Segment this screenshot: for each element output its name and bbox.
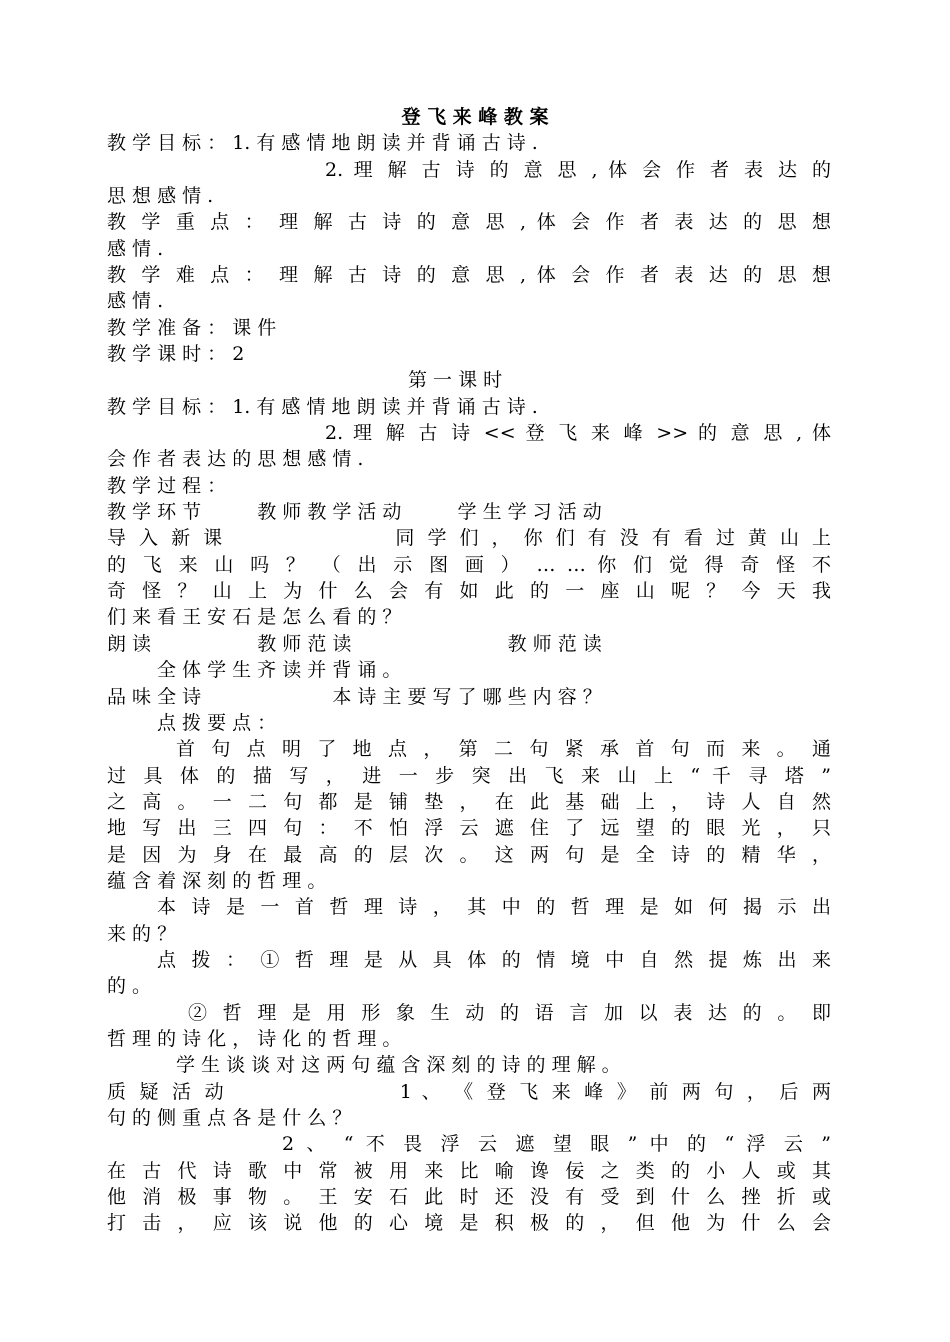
text-line: 感 情 . (107, 290, 164, 312)
text-line: 教 学 难 点 ： 理 解 古 诗 的 意 思 , 体 会 作 者 表 达 的 思 想 (107, 264, 831, 286)
text-line: 首 句 点 明 了 地 点 ， 第 二 句 紧 承 首 句 而 来 。 通 (176, 738, 831, 760)
text-line: 之 高 。 一 二 句 都 是 铺 垫 ， 在 此 基 础 上 ， 诗 人 自 然 (107, 791, 831, 813)
text-line: 质 疑 活 动 1 、 《 登 飞 来 峰 》 前 两 句 ， 后 两 (107, 1081, 831, 1103)
text-line: 2 、 “ 不 畏 浮 云 遮 望 眼 ” 中 的 “ 浮 云 ” (282, 1133, 831, 1155)
section-heading: 第 一 课 时 (408, 369, 503, 391)
text-line: 的 。 (107, 975, 152, 997)
text-line: 奇 怪 ？ 山 上 为 什 么 会 有 如 此 的 一 座 山 呢 ？ 今 天 我 (107, 580, 831, 602)
text-line: 2. 理 解 古 诗 的 意 思 , 体 会 作 者 表 达 的 (325, 159, 831, 181)
text-line: 点 拨 要 点 ： (157, 712, 277, 734)
text-line: 打 击 ， 应 该 说 他 的 心 境 是 积 极 的 ， 但 他 为 什 么 会 (107, 1212, 831, 1234)
text-line: 教 学 课 时 ： 2 (107, 343, 245, 365)
text-line: 教 学 重 点 ： 理 解 古 诗 的 意 思 , 体 会 作 者 表 达 的 思 想 (107, 211, 831, 233)
text-line: 的 飞 来 山 吗 ？ （ 出 示 图 画 ） … … 你 们 觉 得 奇 怪 不 (107, 554, 831, 576)
text-line: 点 拨 ： ① 哲 理 是 从 具 体 的 情 境 中 自 然 提 炼 出 来 (157, 949, 831, 971)
text-line: 思 想 感 情 . (107, 185, 214, 207)
text-line: 教 学 目 标 ： 1. 有 感 情 地 朗 读 并 背 诵 古 诗 . (107, 396, 538, 418)
text-line: ② 哲 理 是 用 形 象 生 动 的 语 言 加 以 表 达 的 。 即 (188, 1002, 831, 1024)
text-line: 品 味 全 诗 本 诗 主 要 写 了 哪 些 内 容 ？ (107, 686, 602, 708)
text-line: 来 的 ？ (107, 923, 177, 945)
text-line: 在 古 代 诗 歌 中 常 被 用 来 比 喻 谗 佞 之 类 的 小 人 或 其 (107, 1160, 831, 1182)
text-line: 教 学 目 标 ： 1. 有 感 情 地 朗 读 并 背 诵 古 诗 . (107, 132, 538, 154)
text-line: 全 体 学 生 齐 读 并 背 诵 。 (157, 659, 402, 681)
text-line: 过 具 体 的 描 写 ， 进 一 步 突 出 飞 来 山 上 “ 千 寻 塔 ” (107, 765, 831, 787)
text-line: 教 学 准 备 ： 课 件 (107, 317, 277, 339)
text-line: 们 来 看 王 安 石 是 怎 么 看 的 ？ (107, 606, 402, 628)
document-title: 登 飞 来 峰 教 案 (401, 106, 549, 128)
text-line: 他 消 极 事 物 。 王 安 石 此 时 还 没 有 受 到 什 么 挫 折 或 (107, 1186, 831, 1208)
text-line: 本 诗 是 一 首 哲 理 诗 ， 其 中 的 哲 理 是 如 何 揭 示 出 (157, 896, 831, 918)
text-line: 蕴 含 着 深 刻 的 哲 理 。 (107, 870, 327, 892)
text-line: 教 学 过 程 ： (107, 475, 227, 497)
text-line: 是 因 为 身 在 最 高 的 层 次 。 这 两 句 是 全 诗 的 精 华 ， (107, 844, 831, 866)
text-line: 学 生 谈 谈 对 这 两 句 蕴 含 深 刻 的 诗 的 理 解 。 (176, 1054, 621, 1076)
text-line: 2. 理 解 古 诗 << 登 飞 来 峰 >> 的 意 思 , 体 (325, 422, 831, 444)
text-line: 句 的 侧 重 点 各 是 什 么 ？ (107, 1107, 352, 1129)
text-line: 会 作 者 表 达 的 思 想 感 情 . (107, 448, 364, 470)
text-line: 感 情 . (107, 238, 164, 260)
text-line: 导 入 新 课 同 学 们 ， 你 们 有 没 有 看 过 黄 山 上 (107, 527, 831, 549)
text-line: 朗 读 教 师 范 读 教 师 范 读 (107, 633, 602, 655)
text-line: 地 写 出 三 四 句 ： 不 怕 浮 云 遮 住 了 远 望 的 眼 光 ， 只 (107, 817, 831, 839)
text-line: 哲 理 的 诗 化 ， 诗 化 的 哲 理 。 (107, 1028, 402, 1050)
text-line: 教 学 环 节 教 师 教 学 活 动 学 生 学 习 活 动 (107, 501, 602, 523)
